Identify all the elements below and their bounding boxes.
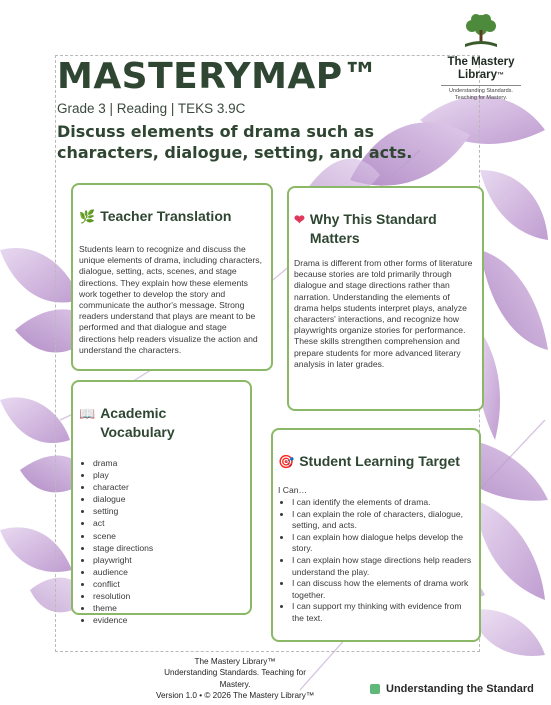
footer-version: Version 1.0 • © 2026 The Mastery Library™ (155, 690, 315, 700)
sprout-icon: 🌿 (79, 209, 96, 224)
academic-vocabulary-heading: 📖 Academic Vocabulary (79, 405, 175, 440)
logo-name: The Mastery Library™ (447, 56, 515, 81)
learning-target-item: • I can explain how dialogue helps develop the story. (292, 532, 473, 555)
section-badge-label: Understanding the Standard (386, 683, 534, 695)
learning-target-item: • I can explain the role of characters, dialogue, setting, and acts. (292, 509, 473, 532)
why-standard-matters-heading: ❤ Why This Standard Matters (294, 211, 437, 246)
vocabulary-item: • scene (93, 530, 244, 542)
vocabulary-item: • conflict (93, 578, 244, 590)
academic-vocabulary-card (71, 380, 252, 626)
vocabulary-item: • character (93, 481, 244, 493)
heart-icon: ❤ (294, 212, 305, 227)
vocabulary-list (79, 457, 244, 626)
section-badge (370, 683, 534, 695)
why-standard-matters-body: Drama is different from other forms of literature because stories are told primarily through dialogue and stage directions rather than narration. Understanding the elements of drama helps students interpret plays, analyze characters' interactions, and recognize how playwrights organize stories for performance. These skills strengthen comprehension and prepare students for more advanced literary analysis in later grades. (294, 258, 473, 369)
why-standard-matters-card (287, 186, 484, 411)
footer-brand: The Mastery Library™ (194, 657, 276, 666)
teacher-translation-heading: 🌿 Teacher Translation (79, 208, 232, 224)
learning-target-item: • I can support my thinking with evidence from the text. (292, 601, 473, 624)
vocabulary-item: • playwright (93, 554, 244, 566)
vocabulary-item: • evidence (93, 614, 244, 626)
teacher-translation-card (71, 183, 273, 371)
i-can-intro: I Can… (278, 485, 308, 495)
page-title: MASTERYMAP™ (57, 56, 380, 97)
learning-target-item: • I can explain how stage directions help readers understand the play. (292, 555, 473, 578)
target-icon: 🎯 (278, 454, 295, 469)
vocabulary-item: • theme (93, 602, 244, 614)
vocabulary-item: • resolution (93, 590, 244, 602)
learning-target-list (278, 497, 473, 625)
footer-tagline: Understanding Standards. Teaching for Mastery. (164, 668, 306, 689)
green-square-icon (370, 684, 380, 694)
grade-subject-teks: Grade 3 | Reading | TEKS 3.9C (57, 101, 246, 116)
logo-tagline: Understanding Standards. Teaching for Mastery. (441, 85, 521, 102)
footer-credits (150, 656, 320, 701)
vocabulary-item: • dialogue (93, 493, 244, 505)
vocabulary-item: • play (93, 469, 244, 481)
tree-icon (459, 12, 503, 50)
book-icon: 📖 (79, 406, 96, 421)
vocabulary-item: • stage directions (93, 542, 244, 554)
student-learning-target-card (271, 428, 481, 642)
standard-statement: Discuss elements of drama such as characters, dialogue, setting, and acts. (57, 122, 413, 162)
vocabulary-item: • act (93, 517, 244, 529)
learning-target-item: • I can identify the elements of drama. (292, 497, 473, 509)
vocabulary-item: • audience (93, 566, 244, 578)
vocabulary-item: • setting (93, 505, 244, 517)
vocabulary-item: • drama (93, 457, 244, 469)
mastery-library-logo (441, 12, 521, 102)
learning-target-item: • I can discuss how the elements of drama work together. (292, 578, 473, 601)
teacher-translation-body: Students learn to recognize and discuss the unique elements of drama, including characters, dialogue, setting, acts, scenes, and stage directions. They explain how these elements work together to develop the story and communicate the author's message. Strong readers understand that plays are meant to be performed and that dialogue and stage directions help readers visualize the action and understand the characters. (79, 244, 262, 355)
student-learning-target-heading: 🎯 Student Learning Target (278, 453, 460, 469)
